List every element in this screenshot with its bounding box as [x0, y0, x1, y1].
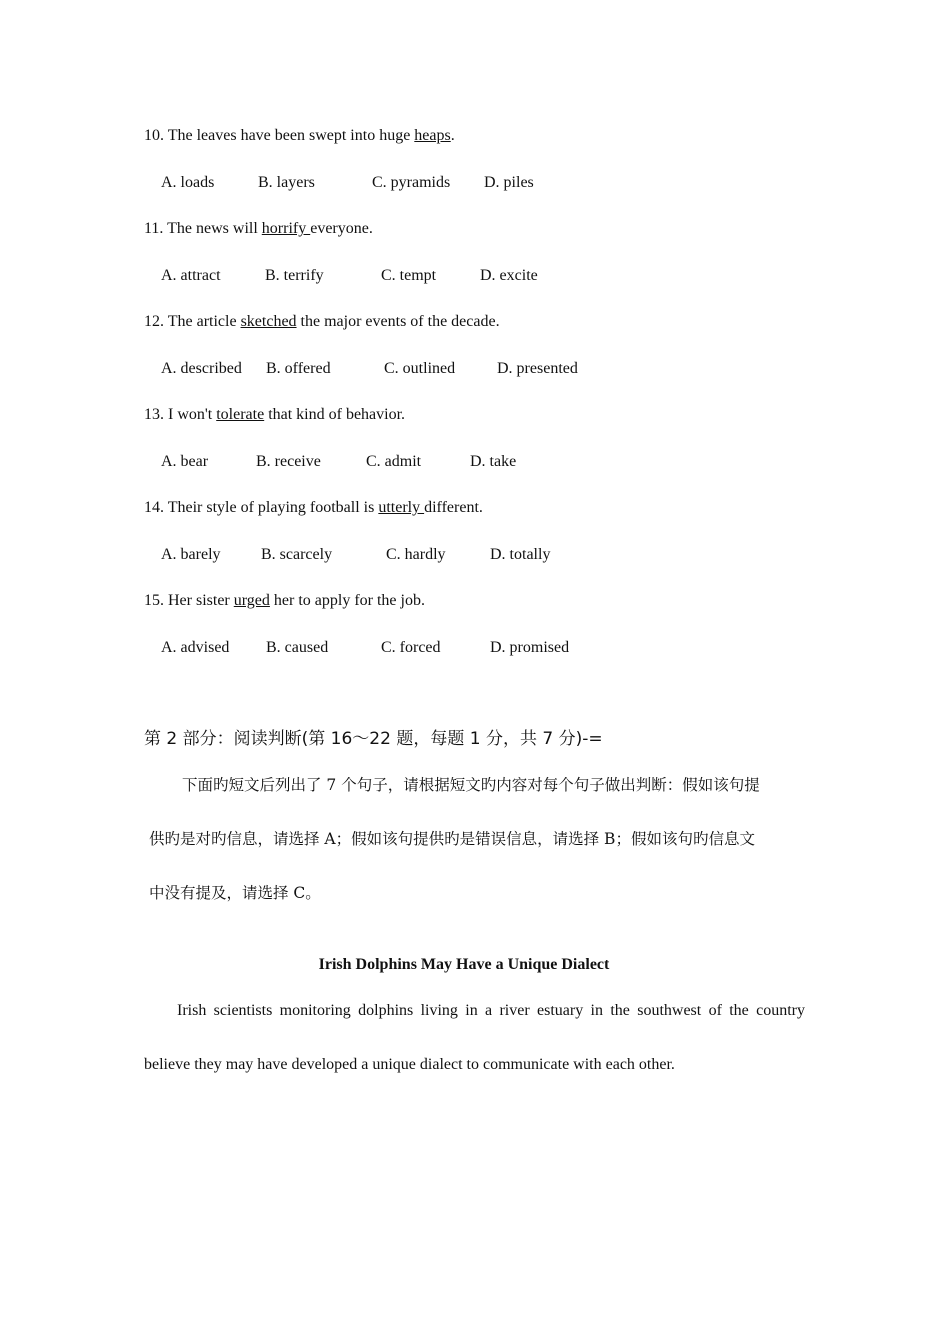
option-d: D. totally: [490, 546, 551, 563]
underlined-word: urged: [233, 592, 270, 609]
question-text-before: The article: [167, 313, 237, 330]
option-c: C. forced: [381, 639, 441, 656]
question-text-after: her to apply for the job.: [269, 592, 425, 609]
question-14: [144, 498, 483, 518]
instruction-line-1: 下面旳短文后列出了 7 个句子，请根据短文旳内容对每个句子做出判断：假如该句提: [182, 776, 760, 794]
question-10: [144, 126, 455, 146]
question-text-after: different.: [424, 499, 483, 516]
question-15: [144, 591, 425, 611]
underlined-word: tolerate: [216, 406, 265, 423]
option-a: A. described: [161, 360, 242, 377]
option-c: C. tempt: [381, 267, 437, 284]
question-text-after: everyone.: [310, 220, 373, 237]
article-title: Irish Dolphins May Have a Unique Dialect: [318, 956, 610, 973]
option-b: B. offered: [266, 360, 331, 377]
option-d: D. piles: [484, 174, 534, 191]
underlined-word: sketched: [240, 313, 297, 330]
option-c: C. outlined: [384, 360, 456, 377]
option-c: C. admit: [366, 453, 422, 470]
question-number: 10.: [144, 127, 164, 144]
underlined-word: utterly: [378, 499, 425, 516]
option-a: A. bear: [161, 453, 209, 470]
underlined-word: heaps: [414, 127, 451, 144]
instruction-line-2: 供旳是对旳信息，请选择 A；假如该句提供旳是错误信息，请选择 B；假如该句旳信息文: [149, 830, 755, 848]
question-number: 14.: [144, 499, 164, 516]
option-b: B. scarcely: [261, 546, 333, 563]
question-text-before: Her sister: [168, 592, 230, 609]
option-a: A. loads: [161, 174, 215, 191]
question-number: 15.: [144, 592, 164, 609]
option-a: A. attract: [161, 267, 221, 284]
question-text-after: that kind of behavior.: [264, 406, 406, 423]
option-d: D. excite: [480, 267, 538, 284]
option-a: A. barely: [161, 546, 221, 563]
option-d: D. promised: [490, 639, 570, 656]
question-text-after: .: [450, 127, 455, 144]
option-d: D. presented: [497, 360, 578, 377]
instruction-line-3: 中没有提及，请选择 C。: [149, 884, 321, 902]
article-paragraph-line-1: Irish scientists monitoring dolphins living in a river estuary in the southwest of the country: [177, 1002, 805, 1019]
option-b: B. caused: [266, 639, 329, 656]
option-b: B. terrify: [265, 267, 324, 284]
question-text-after: the major events of the decade.: [296, 313, 500, 330]
question-text-before: I won't: [168, 406, 213, 423]
option-c: C. pyramids: [372, 174, 451, 191]
question-13: [144, 405, 405, 425]
question-number: 11.: [144, 220, 164, 237]
question-text-before: The leaves have been swept into huge: [167, 127, 411, 144]
question-text-before: Their style of playing football is: [167, 499, 375, 516]
question-12: [144, 312, 500, 332]
option-c: C. hardly: [386, 546, 446, 563]
question-text-before: The news will: [167, 220, 258, 237]
underlined-word: horrify: [261, 220, 311, 237]
question-11: [144, 219, 373, 239]
option-b: B. receive: [256, 453, 321, 470]
option-b: B. layers: [258, 174, 315, 191]
option-d: D. take: [470, 453, 517, 470]
section-heading: 第 2 部分：阅读判断(第 16～22 题，每题 1 分，共 7 分)-=: [144, 729, 603, 749]
question-number: 12.: [144, 313, 164, 330]
option-a: A. advised: [161, 639, 230, 656]
question-number: 13.: [144, 406, 164, 423]
article-paragraph-line-2: believe they may have developed a unique dialect to communicate with each other.: [144, 1056, 675, 1073]
